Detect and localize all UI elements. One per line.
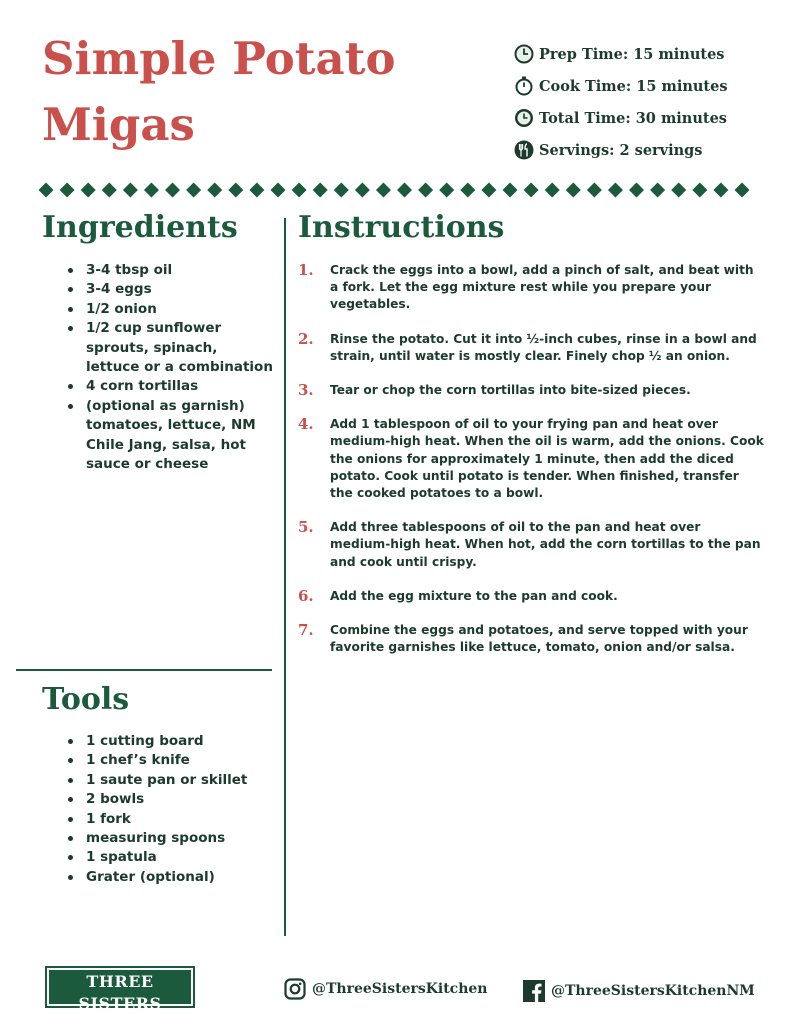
- diamond-ornament: [123, 183, 138, 198]
- column-divider: [284, 218, 286, 936]
- servings-text: Servings: 2 servings: [539, 141, 703, 159]
- diamond-ornament: [397, 183, 412, 198]
- instruction-step: [298, 622, 764, 656]
- diamond-ornament: [692, 183, 707, 198]
- prep-time-text: Prep Time: 15 minutes: [539, 45, 725, 63]
- step-number: 5.: [298, 518, 314, 537]
- step-number: 6.: [298, 586, 314, 605]
- diamond-ornament: [355, 183, 370, 198]
- diamond-ornament: [629, 183, 644, 198]
- servings: [514, 134, 728, 166]
- diamond-ornament: [334, 183, 349, 198]
- facebook-text: @ThreeSistersKitchenNM: [551, 983, 755, 999]
- ingredients-list: [68, 261, 273, 474]
- utensils-icon: [514, 140, 534, 160]
- diamond-ornament: [587, 183, 602, 198]
- step-text: Rinse the potato. Cut it into ½-inch cubes, rinse in a bowl and strain, until water is mostly clear. Finely chop ½ an onion.: [330, 331, 757, 363]
- step-number: 2.: [298, 329, 314, 348]
- diamond-ornament: [608, 183, 623, 198]
- diamond-ornament: [144, 183, 159, 198]
- step-text: Add the egg mixture to the pan and cook.: [330, 588, 618, 603]
- instruction-step: [298, 262, 764, 314]
- diamond-ornament: [460, 183, 475, 198]
- step-number: 4.: [298, 415, 314, 434]
- diamond-ornament: [735, 183, 750, 198]
- diamond-ornament: [228, 183, 243, 198]
- diamond-ornament: [292, 183, 307, 198]
- instagram-text: @ThreeSistersKitchen: [312, 981, 488, 997]
- ingredient-item: 3-4 eggs: [68, 280, 273, 299]
- diamond-ornament: [524, 183, 539, 198]
- cook-time-text: Cook Time: 15 minutes: [539, 77, 728, 95]
- diamond-ornament: [713, 183, 728, 198]
- diamond-ornament: [545, 183, 560, 198]
- ingredient-item: 4 corn tortillas: [68, 377, 273, 396]
- diamond-ornament: [439, 183, 454, 198]
- diamond-ornament: [650, 183, 665, 198]
- prep-time: [514, 38, 728, 70]
- diamond-ornament: [313, 183, 328, 198]
- ingredient-item: 3-4 tbsp oil: [68, 261, 273, 280]
- three-sisters-logo: [45, 966, 195, 1023]
- diamond-ornament: [376, 183, 391, 198]
- tool-item: 1 fork: [68, 810, 273, 829]
- section-divider: [16, 669, 272, 671]
- step-number: 7.: [298, 621, 314, 640]
- step-text: Crack the eggs into a bowl, add a pinch of salt, and beat with a fork. Let the egg mixture rest while you prepare your vegetables.: [330, 263, 754, 312]
- logo-line2: KITCHEN: [95, 1015, 145, 1023]
- diamond-ornament: [207, 183, 222, 198]
- diamond-ornament: [418, 183, 433, 198]
- logo-line1: THREE SISTERS: [78, 972, 162, 1013]
- instruction-step: [298, 382, 764, 399]
- ingredient-item: 1/2 onion: [68, 300, 273, 319]
- diamond-ornament: [39, 183, 54, 198]
- instruction-step: [298, 416, 764, 502]
- diamond-ornament: [249, 183, 264, 198]
- instructions-list: [298, 262, 764, 656]
- recipe-meta: [514, 38, 728, 166]
- diamond-ornament: [81, 183, 96, 198]
- diamond-ornament: [671, 183, 686, 198]
- tools-list: [68, 732, 273, 887]
- step-text: Tear or chop the corn tortillas into bite-sized pieces.: [330, 383, 691, 398]
- instagram-icon: [284, 978, 306, 1000]
- step-text: Add 1 tablespoon of oil to your frying pan and heat over medium-high heat. When the oil is warm, add the onions. Cook the onions for approximately 1 minute, then add the diced potato. Cook until potato is tender. When finished, transfer the cooked potatoes to a bowl.: [330, 417, 764, 501]
- diamond-ornament: [271, 183, 286, 198]
- diamond-divider: [38, 179, 750, 201]
- instruction-step: [298, 331, 764, 365]
- step-number: 3.: [298, 381, 314, 400]
- total-time-text: Total Time: 30 minutes: [539, 109, 727, 127]
- facebook-icon: [523, 980, 545, 1002]
- recipe-title: Simple Potato Migas: [42, 32, 396, 151]
- diamond-ornament: [186, 183, 201, 198]
- stopwatch-icon: [514, 76, 534, 96]
- instagram-handle[interactable]: [284, 978, 487, 1000]
- clock-icon: [514, 44, 534, 64]
- tool-item: Grater (optional): [68, 868, 273, 887]
- clock-icon: [514, 108, 534, 128]
- step-text: Add three tablespoons of oil to the pan and heat over medium-high heat. When hot, add the corn tortillas to the pan and cook until crispy.: [330, 520, 761, 569]
- tool-item: measuring spoons: [68, 829, 273, 848]
- ingredient-item: (optional as garnish) tomatoes, lettuce, NM Chile Jang, salsa, hot sauce or cheese: [68, 397, 273, 475]
- total-time: [514, 102, 728, 134]
- diamond-ornament: [566, 183, 581, 198]
- tool-item: 1 saute pan or skillet: [68, 771, 273, 790]
- tool-item: 1 spatula: [68, 848, 273, 867]
- step-text: Combine the eggs and potatoes, and serve topped with your favorite garnishes like lettuce, tomato, onion and/or salsa.: [330, 623, 748, 655]
- instructions-heading: Instructions: [298, 210, 505, 245]
- tools-heading: Tools: [42, 682, 130, 717]
- diamond-ornament: [481, 183, 496, 198]
- tool-item: 1 chef’s knife: [68, 751, 273, 770]
- diamond-ornament: [165, 183, 180, 198]
- tool-item: 2 bowls: [68, 790, 273, 809]
- diamond-ornament: [60, 183, 75, 198]
- instruction-step: [298, 588, 764, 605]
- tool-item: 1 cutting board: [68, 732, 273, 751]
- diamond-ornament: [503, 183, 518, 198]
- cook-time: [514, 70, 728, 102]
- ingredient-item: 1/2 cup sunflower sprouts, spinach, lettuce or a combination: [68, 319, 273, 377]
- step-number: 1.: [298, 261, 314, 279]
- facebook-handle[interactable]: [523, 980, 755, 1002]
- ingredients-heading: Ingredients: [42, 210, 238, 245]
- instruction-step: [298, 519, 764, 571]
- diamond-ornament: [102, 183, 117, 198]
